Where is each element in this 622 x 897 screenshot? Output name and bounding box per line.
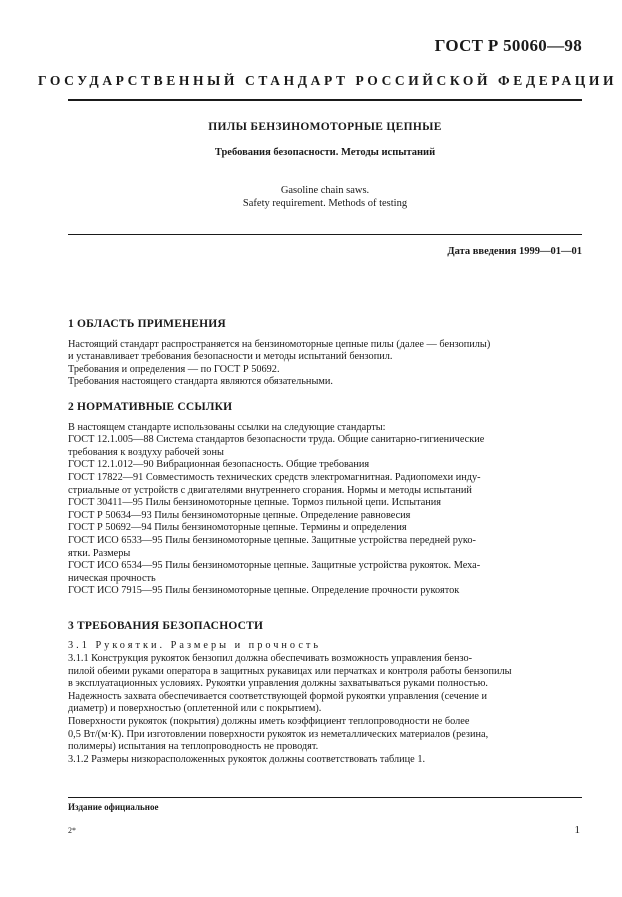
introduction-date: Дата введения 1999—01—01 — [447, 246, 582, 257]
text-line: ГОСТ 12.1.005—88 Система стандартов безопасности труда. Общие санитарно-гигиенические — [68, 434, 485, 446]
text-line: ГОСТ 12.1.012—90 Вибрационная безопасность. Общие требования — [68, 459, 370, 471]
standard-title-ru: ПИЛЫ БЕНЗИНОМОТОРНЫЕ ЦЕПНЫЕ — [208, 121, 442, 133]
text-line: полимеры) испытания на теплопроводность не проводят. — [68, 741, 319, 753]
title-en-line: Gasoline chain saws. — [280, 185, 370, 196]
header-divider — [68, 99, 582, 101]
section-heading: 3 ТРЕБОВАНИЯ БЕЗОПАСНОСТИ — [68, 619, 264, 632]
section-text — [68, 339, 582, 389]
text-line: Требования и определения — по ГОСТ Р 50692. — [68, 363, 280, 375]
text-line: ГОСТ ИСО 7915—95 Пилы бензиномоторные цепные. Определение прочности рукояток — [68, 585, 460, 597]
section-scope — [68, 318, 582, 389]
section-heading: 1 ОБЛАСТЬ ПРИМЕНЕНИЯ — [68, 318, 226, 330]
edition-label: Издание официальное — [68, 802, 159, 812]
text-line: ГОСТ 30411—95 Пилы бензиномоторные цепные. Тормоз пильной цепи. Испытания — [68, 497, 442, 509]
text-line: ГОСТ Р 50634—93 Пилы бензиномоторные цепные. Определение равновесия — [68, 509, 411, 521]
text-line: ятки. Размеры — [68, 547, 131, 559]
text-line: и устанавливает требования безопасности и методы испытаний бензопил. — [68, 351, 393, 363]
text-line: ГОСТ ИСО 6534—95 Пилы бензиномоторные цепные. Защитные устройства рукояток. Меха- — [68, 560, 481, 572]
text-line: 0,5 Вт/(м·К). При изготовлении поверхности рукояток из неметаллических материалов (резина, — [68, 728, 489, 740]
section-heading: 2 НОРМАТИВНЫЕ ССЫЛКИ — [68, 400, 233, 413]
page-number: 1 — [574, 824, 580, 836]
text-line: Требования настоящего стандарта являются обязательными. — [68, 376, 333, 388]
document-code: ГОСТ Р 50060—98 — [434, 36, 582, 55]
text-line: ническая прочность — [68, 572, 156, 584]
sheet-mark: 2* — [68, 826, 76, 835]
standard-subtitle-ru: Требования безопасности. Методы испытаний — [214, 147, 436, 158]
state-standard-title: ГОСУДАРСТВЕННЫЙ СТАНДАРТ РОССИЙСКОЙ ФЕДЕРАЦИИ — [38, 73, 618, 88]
section-normative-references — [68, 401, 582, 598]
section-text — [68, 640, 582, 766]
text-line: пилой обеими руками оператора в защитных рукавицах или перчатках и контроля работы бензопилы — [68, 665, 512, 677]
text-line: ГОСТ 17822—91 Совместимость технических средств электромагнитная. Радиопомехи инду- — [68, 471, 481, 483]
text-line: 3.1.1 Конструкция рукояток бензопил должна обеспечивать возможность управления бензо- — [68, 653, 473, 665]
text-line: ГОСТ ИСО 6533—95 Пилы бензиномоторные цепные. Защитные устройства передней руко- — [68, 534, 476, 546]
text-line: ГОСТ Р 50692—94 Пилы бензиномоторные цепные. Термины и определения — [68, 522, 407, 534]
section-text — [68, 422, 582, 598]
subsection-heading: 3.1 Рукоятки. Размеры и прочность — [68, 640, 322, 652]
text-line: требования к воздуху рабочей зоны — [68, 446, 224, 458]
title-en-line: Safety requirement. Methods of testing — [242, 198, 408, 209]
text-line: стриальные от устройств с двигателями внутреннего сгорания. Нормы и методы испытаний — [68, 484, 472, 496]
title-divider — [68, 234, 582, 235]
text-line: Поверхности рукояток (покрытия) должны иметь коэффициент теплопроводности не более — [68, 716, 470, 728]
text-line: 3.1.2 Размеры низкорасположенных рукояток должны соответствовать таблице 1. — [68, 753, 426, 765]
footer-divider — [68, 797, 582, 798]
section-safety-requirements — [68, 620, 582, 767]
text-line: Настоящий стандарт распространяется на бензиномоторные цепные пилы (далее — бензопилы) — [68, 338, 491, 350]
text-line: в эксплуатационных условиях. Рукоятки управления должны захватываться руками полностью. — [68, 678, 488, 690]
text-line: В настоящем стандарте использованы ссылки на следующие стандарты: — [68, 421, 386, 433]
text-line: диаметр) и поверхностью (оплетенной или с покрытием). — [68, 703, 322, 715]
document-body — [68, 318, 582, 778]
standard-title-en — [68, 184, 582, 210]
text-line: Надежность захвата обеспечивается соответствующей формой рукоятки управления (сечение и — [68, 690, 488, 702]
